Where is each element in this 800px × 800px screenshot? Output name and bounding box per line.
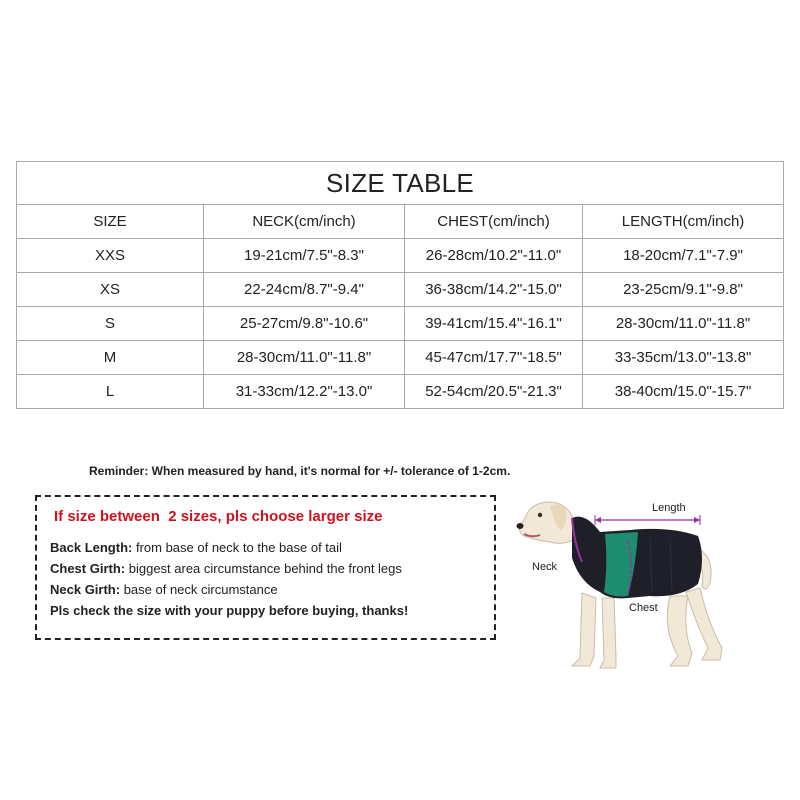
- table-cell: XS: [17, 273, 204, 307]
- neck-girth-label: Neck Girth:: [50, 582, 121, 597]
- table-cell: XXS: [17, 239, 204, 273]
- table-cell: 28-30cm/11.0"-11.8": [204, 341, 405, 375]
- table-cell: 45-47cm/17.7"-18.5": [405, 341, 583, 375]
- closing-note: Pls check the size with your puppy before buying, thanks!: [50, 603, 409, 618]
- dog-coat: [572, 517, 702, 599]
- neck-girth-note: [50, 582, 278, 597]
- header-cell: CHEST(cm/inch): [405, 205, 583, 239]
- dog-legs: [572, 588, 722, 668]
- table-cell: 18-20cm/7.1"-7.9": [583, 239, 784, 273]
- table-cell: 19-21cm/7.5"-8.3": [204, 239, 405, 273]
- length-label: Length: [652, 502, 686, 514]
- table-row: [17, 239, 784, 273]
- tolerance-reminder: Reminder: When measured by hand, it's normal for +/- tolerance of 1-2cm.: [89, 464, 511, 478]
- table-title: SIZE TABLE: [17, 162, 784, 205]
- table-row: [17, 273, 784, 307]
- table-cell: 31-33cm/12.2"-13.0": [204, 375, 405, 409]
- table-cell: 36-38cm/14.2"-15.0": [405, 273, 583, 307]
- size-table: [16, 161, 784, 409]
- table-row: [17, 307, 784, 341]
- table-cell: 22-24cm/8.7"-9.4": [204, 273, 405, 307]
- chest-label: Chest: [629, 602, 658, 614]
- title-row: [17, 162, 784, 205]
- chest-girth-label: Chest Girth:: [50, 561, 126, 576]
- table-cell: 38-40cm/15.0"-15.7": [583, 375, 784, 409]
- back-length-note: [50, 540, 342, 555]
- header-cell: SIZE: [17, 205, 204, 239]
- neck-label: Neck: [532, 561, 558, 573]
- table-cell: 33-35cm/13.0"-13.8": [583, 341, 784, 375]
- dog-head: [517, 502, 577, 543]
- dog-illustration: [510, 488, 790, 683]
- header-row: [17, 205, 784, 239]
- sizing-notes-box: [35, 495, 496, 640]
- table-cell: 28-30cm/11.0"-11.8": [583, 307, 784, 341]
- table-row: [17, 375, 784, 409]
- neck-girth-text: base of neck circumstance: [120, 582, 278, 597]
- table-cell: 23-25cm/9.1"-9.8": [583, 273, 784, 307]
- table-cell: 39-41cm/15.4"-16.1": [405, 307, 583, 341]
- table-cell: 26-28cm/10.2"-11.0": [405, 239, 583, 273]
- length-arrow: [595, 515, 700, 525]
- header-cell: LENGTH(cm/inch): [583, 205, 784, 239]
- header-cell: NECK(cm/inch): [204, 205, 405, 239]
- table-cell: L: [17, 375, 204, 409]
- dog-measurement-diagram: [510, 488, 790, 683]
- back-length-text: from base of neck to the base of tail: [132, 540, 342, 555]
- table-cell: 25-27cm/9.8"-10.6": [204, 307, 405, 341]
- back-length-label: Back Length:: [50, 540, 133, 555]
- size-advice-headline: If size between 2 sizes, pls choose larger size: [54, 508, 383, 525]
- chest-girth-text: biggest area circumstance behind the front legs: [125, 561, 402, 576]
- chest-girth-note: [50, 561, 402, 576]
- table-cell: M: [17, 341, 204, 375]
- table-cell: S: [17, 307, 204, 341]
- table-row: [17, 341, 784, 375]
- table-cell: 52-54cm/20.5"-21.3": [405, 375, 583, 409]
